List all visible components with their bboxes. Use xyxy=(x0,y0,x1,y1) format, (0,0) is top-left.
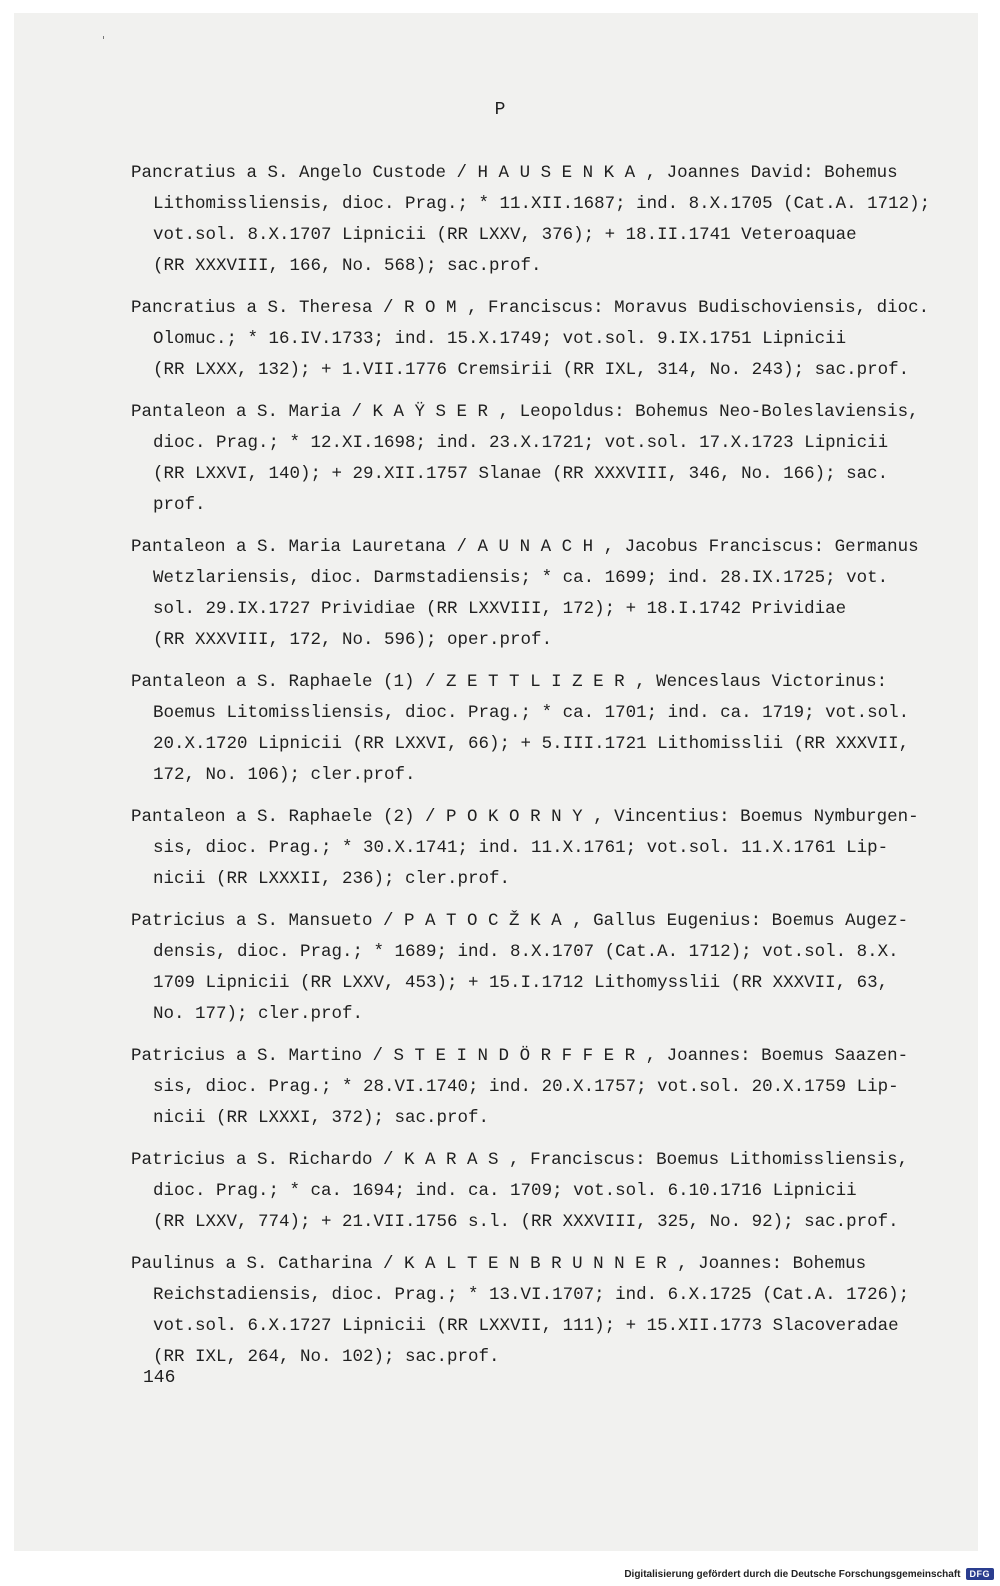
entry-line: nicii (RR LXXXI, 372); sac.prof. xyxy=(153,1108,490,1128)
entry-pantaleon-pokorny xyxy=(131,802,921,895)
page-number: 146 xyxy=(143,1368,176,1388)
entry-line: Reichstadiensis, dioc. Prag.; * 13.VI.1707; ind. 6.X.1725 (Cat.A. 1726); xyxy=(153,1285,910,1305)
entry-line: sis, dioc. Prag.; * 30.X.1741; ind. 11.X.1761; vot.sol. 11.X.1761 Lip- xyxy=(153,838,889,858)
entry-line: Wetzlariensis, dioc. Darmstadiensis; * ca. 1699; ind. 28.IX.1725; vot. xyxy=(153,568,889,588)
entry-line: nicii (RR LXXXII, 236); cler.prof. xyxy=(153,869,511,889)
entry-line: prof. xyxy=(153,495,206,515)
entry-pantaleon-zettlizer xyxy=(131,667,921,791)
entry-line: (RR LXXVI, 140); + 29.XII.1757 Slanae (RR XXXVIII, 346, No. 166); sac. xyxy=(153,464,889,484)
entry-line: dioc. Prag.; * 12.XI.1698; ind. 23.X.1721; vot.sol. 17.X.1723 Lipnicii xyxy=(153,433,889,453)
entry-line: (RR IXL, 264, No. 102); sac.prof. xyxy=(153,1347,500,1367)
entry-line: 20.X.1720 Lipnicii (RR LXXVI, 66); + 5.III.1721 Lithomisslii (RR XXXVII, xyxy=(153,734,910,754)
entry-line: vot.sol. 8.X.1707 Lipnicii (RR LXXV, 376); + 18.II.1741 Veteroaquae xyxy=(153,225,857,245)
entry-line: densis, dioc. Prag.; * 1689; ind. 8.X.1707 (Cat.A. 1712); vot.sol. 8.X. xyxy=(153,942,899,962)
entry-pancratius-rom xyxy=(131,293,930,386)
entry-line: (RR LXXV, 774); + 21.VII.1756 s.l. (RR XXXVIII, 325, No. 92); sac.prof. xyxy=(153,1212,899,1232)
entry-patricius-steindorffer xyxy=(131,1041,921,1134)
dfg-logo-icon: DFG xyxy=(966,1568,995,1580)
scan-mark xyxy=(103,36,104,39)
entry-line: No. 177); cler.prof. xyxy=(153,1004,364,1024)
entry-paulinus-kaltenbrunner xyxy=(131,1249,921,1373)
entry-line: vot.sol. 6.X.1727 Lipnicii (RR LXXVII, 111); + 15.XII.1773 Slacoveradae xyxy=(153,1316,899,1336)
entry-line: Boemus Litomissliensis, dioc. Prag.; * ca. 1701; ind. ca. 1719; vot.sol. xyxy=(153,703,910,723)
entry-line: Patricius a S. Martino / S T E I N D Ö R F F E R , Joannes: Boemus Saazen- xyxy=(131,1046,909,1066)
entry-line: Pantaleon a S. Maria / K A Ÿ S E R , Leopoldus: Bohemus Neo-Boleslaviensis, xyxy=(131,402,919,422)
entry-line: (RR XXXVIII, 166, No. 568); sac.prof. xyxy=(153,256,542,276)
entry-line: Olomuc.; * 16.IV.1733; ind. 15.X.1749; vot.sol. 9.IX.1751 Lipnicii xyxy=(153,329,847,349)
entry-line: Pantaleon a S. Maria Lauretana / A U N A C H , Jacobus Franciscus: Germanus xyxy=(131,537,919,557)
entry-line: 172, No. 106); cler.prof. xyxy=(153,765,416,785)
entry-line: Patricius a S. Richardo / K A R A S , Franciscus: Boemus Lithomissliensis, xyxy=(131,1150,909,1170)
entry-line: Pancratius a S. Angelo Custode / H A U S E N K A , Joannes David: Bohemus xyxy=(131,163,898,183)
entry-line: sis, dioc. Prag.; * 28.VI.1740; ind. 20.X.1757; vot.sol. 20.X.1759 Lip- xyxy=(153,1077,899,1097)
entry-line: Pancratius a S. Theresa / R O M , Franciscus: Moravus Budischoviensis, dioc. xyxy=(131,298,930,318)
entry-line: Pantaleon a S. Raphaele (1) / Z E T T L I Z E R , Wenceslaus Victorinus: xyxy=(131,672,888,692)
section-letter: P xyxy=(494,100,506,120)
entry-line: (RR LXXX, 132); + 1.VII.1776 Cremsirii (RR IXL, 314, No. 243); sac.prof. xyxy=(153,360,910,380)
footer-text: Digitalisierung gefördert durch die Deutsche Forschungsgemeinschaft xyxy=(624,1568,961,1580)
entry-pancratius-hausenka xyxy=(131,158,931,282)
entry-patricius-patoczka xyxy=(131,906,921,1030)
entry-line: Paulinus a S. Catharina / K A L T E N B R U N N E R , Joannes: Bohemus xyxy=(131,1254,867,1274)
entry-pantaleon-aunach xyxy=(131,532,921,656)
entry-line: Pantaleon a S. Raphaele (2) / P O K O R N Y , Vincentius: Boemus Nymburgen- xyxy=(131,807,919,827)
entry-patricius-karas xyxy=(131,1145,921,1238)
digitization-footer xyxy=(624,1568,994,1580)
entry-list xyxy=(131,158,931,1384)
entry-line: (RR XXXVIII, 172, No. 596); oper.prof. xyxy=(153,630,553,650)
entry-line: 1709 Lipnicii (RR LXXV, 453); + 15.I.1712 Lithomysslii (RR XXXVII, 63, xyxy=(153,973,889,993)
entry-line: sol. 29.IX.1727 Prividiae (RR LXXVIII, 172); + 18.I.1742 Prividiae xyxy=(153,599,847,619)
entry-line: dioc. Prag.; * ca. 1694; ind. ca. 1709; vot.sol. 6.10.1716 Lipnicii xyxy=(153,1181,857,1201)
entry-pantaleon-kayser xyxy=(131,397,921,521)
entry-line: Patricius a S. Mansueto / P A T O C Ž K A , Gallus Eugenius: Boemus Augez- xyxy=(131,911,909,931)
entry-line: Lithomissliensis, dioc. Prag.; * 11.XII.1687; ind. 8.X.1705 (Cat.A. 1712); xyxy=(153,194,931,214)
